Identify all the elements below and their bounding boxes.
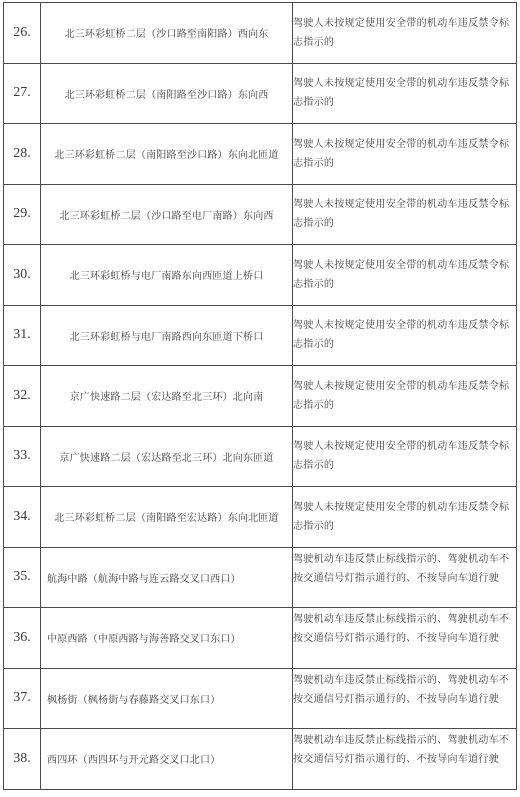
table-row xyxy=(4,63,517,124)
violation-cell: 驾驶机动车违反禁止标线指示的、驾驶机动车不按交通信号灯指示通行的、不按导向车道行驶 xyxy=(293,547,517,608)
location-cell: 北三环彩虹桥与电厂南路东向西匝道上桥口 xyxy=(41,245,293,306)
violation-cell: 驾驶人未按规定使用安全带的机动车违反禁令标志指示的 xyxy=(293,3,517,64)
location-cell: 西四环（西四环与开元路交叉口北口） xyxy=(41,729,293,790)
row-number: 37. xyxy=(4,668,41,729)
row-number: 27. xyxy=(4,63,41,124)
violation-cell: 驾驶人未按规定使用安全带的机动车违反禁令标志指示的 xyxy=(293,305,517,366)
table-row xyxy=(4,729,517,790)
row-number: 28. xyxy=(4,124,41,185)
violation-cell: 驾驶人未按规定使用安全带的机动车违反禁令标志指示的 xyxy=(293,426,517,487)
row-number: 38. xyxy=(4,729,41,790)
violation-cell: 驾驶人未按规定使用安全带的机动车违反禁令标志指示的 xyxy=(293,487,517,548)
violation-cell: 驾驶机动车违反禁止标线指示的、驾驶机动车不按交通信号灯指示通行的、不按导向车道行驶 xyxy=(293,608,517,669)
row-number: 34. xyxy=(4,487,41,548)
location-cell: 中原西路（中原西路与海善路交叉口东口） xyxy=(41,608,293,669)
table-row xyxy=(4,366,517,427)
table-row xyxy=(4,547,517,608)
row-number: 35. xyxy=(4,547,41,608)
location-cell: 北三环彩虹桥与电厂南路西向东匝道下桥口 xyxy=(41,305,293,366)
location-cell: 枫杨街（枫杨街与春藤路交叉口东口） xyxy=(41,668,293,729)
violation-cell: 驾驶人未按规定使用安全带的机动车违反禁令标志指示的 xyxy=(293,124,517,185)
table-row xyxy=(4,3,517,64)
location-cell: 北三环彩虹桥二层（南阳路至宏达路）东向北匝道 xyxy=(41,487,293,548)
row-number: 30. xyxy=(4,245,41,306)
camera-location-table xyxy=(3,2,517,790)
violation-cell: 驾驶人未按规定使用安全带的机动车违反禁令标志指示的 xyxy=(293,184,517,245)
table-row xyxy=(4,668,517,729)
violation-cell: 驾驶人未按规定使用安全带的机动车违反禁令标志指示的 xyxy=(293,63,517,124)
row-number: 33. xyxy=(4,426,41,487)
table-row xyxy=(4,124,517,185)
table-row xyxy=(4,608,517,669)
row-number: 26. xyxy=(4,3,41,64)
location-cell: 京广快速路二层（宏达路至北三环）北向东匝道 xyxy=(41,426,293,487)
table-row xyxy=(4,305,517,366)
location-cell: 北三环彩虹桥二层（南阳路至沙口路）东向西 xyxy=(41,63,293,124)
row-number: 31. xyxy=(4,305,41,366)
violation-cell: 驾驶机动车违反禁止标线指示的、驾驶机动车不按交通信号灯指示通行的、不按导向车道行驶 xyxy=(293,668,517,729)
table-row xyxy=(4,245,517,306)
table-row xyxy=(4,184,517,245)
location-cell: 北三环彩虹桥二层（南阳路至沙口路）东向北匝道 xyxy=(41,124,293,185)
location-cell: 航海中路（航海中路与连云路交叉口西口） xyxy=(41,547,293,608)
row-number: 29. xyxy=(4,184,41,245)
row-number: 32. xyxy=(4,366,41,427)
table-row xyxy=(4,487,517,548)
violation-cell: 驾驶机动车违反禁止标线指示的、驾驶机动车不按交通信号灯指示通行的、不按导向车道行驶 xyxy=(293,729,517,790)
violation-cell: 驾驶人未按规定使用安全带的机动车违反禁令标志指示的 xyxy=(293,245,517,306)
location-cell: 京广快速路二层（宏达路至北三环）北向南 xyxy=(41,366,293,427)
violation-cell: 驾驶人未按规定使用安全带的机动车违反禁令标志指示的 xyxy=(293,366,517,427)
location-cell: 北三环彩虹桥二层（沙口路至电厂南路）东向西 xyxy=(41,184,293,245)
table-row xyxy=(4,426,517,487)
row-number: 36. xyxy=(4,608,41,669)
location-cell: 北三环彩虹桥二层（沙口路至南阳路）西向东 xyxy=(41,3,293,64)
